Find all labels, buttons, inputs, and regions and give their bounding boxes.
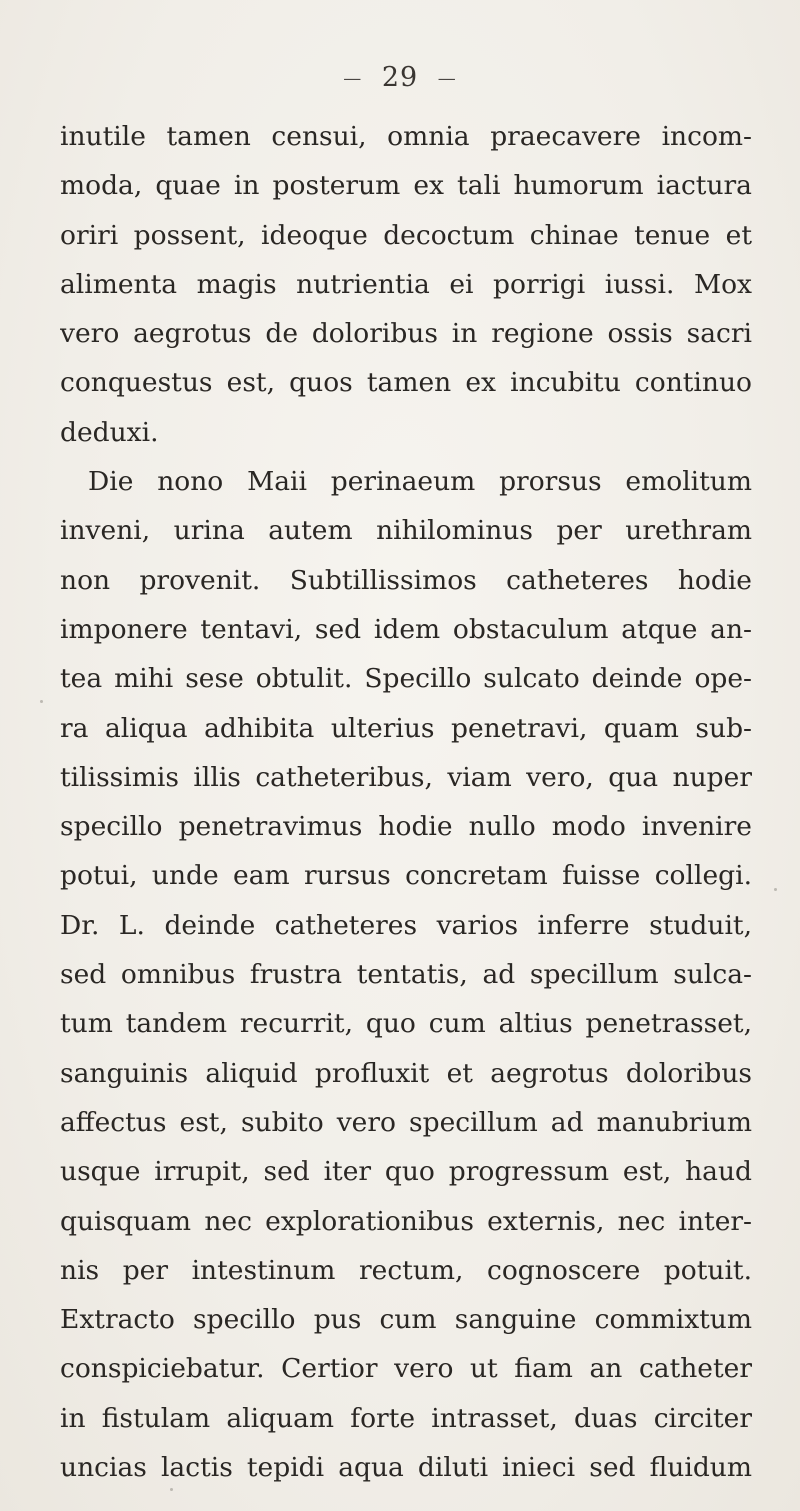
text-line: nis per intestinum rectum, cognoscere potuit. bbox=[60, 1254, 752, 1286]
text-line: oriri possent, ideoque decoctum chinae tenue et bbox=[60, 219, 752, 251]
paper-speck bbox=[170, 1488, 173, 1491]
text-line: inutile tamen censui, omnia praecavere incom- bbox=[60, 121, 752, 152]
text-line: conquestus est, quos tamen ex incubitu continuo bbox=[60, 367, 752, 399]
text-line: usque irrupit, sed iter quo progressum est, haud bbox=[60, 1156, 752, 1188]
header-dash-left: — bbox=[343, 68, 363, 89]
header-dash-right: — bbox=[437, 68, 457, 89]
text-line: ra aliqua adhibita ulterius penetravi, quam sub- bbox=[60, 712, 752, 744]
text-line: conspiciebatur. Certior vero ut fiam an catheter bbox=[60, 1353, 752, 1385]
text-line: potui, unde eam rursus concretam fuisse collegi. bbox=[60, 860, 752, 892]
text-line: Die nono Maii perinaeum prorsus emolitum bbox=[88, 466, 752, 498]
text-line: sed omnibus frustra tentatis, ad specillum sulca- bbox=[60, 959, 752, 991]
text-line: tilissimis illis catheteribus, viam vero, qua nuper bbox=[60, 761, 752, 793]
text-line: tum tandem recurrit, quo cum altius penetrasset, bbox=[60, 1008, 752, 1040]
text-line: non provenit. Subtillissimos catheteres hodie bbox=[60, 564, 752, 596]
text-line: alimenta magis nutrientia ei porrigi iussi. Mox bbox=[60, 268, 752, 300]
text-line: inveni, urina autem nihilominus per urethram bbox=[60, 515, 752, 547]
page-header bbox=[0, 62, 800, 93]
paper-speck bbox=[40, 700, 43, 703]
text-line: quisquam nec explorationibus externis, nec inter- bbox=[60, 1205, 752, 1237]
paper-speck bbox=[774, 888, 777, 891]
page-number: 29 bbox=[381, 62, 419, 93]
text-line: Extracto specillo pus cum sanguine commixtum bbox=[60, 1304, 752, 1336]
text-line: sanguinis aliquid profluxit et aegrotus doloribus bbox=[60, 1057, 752, 1089]
text-line: deduxi. bbox=[60, 416, 159, 448]
text-line: specillo penetravimus hodie nullo modo invenire bbox=[60, 811, 752, 843]
text-line: tea mihi sese obtulit. Specillo sulcato deinde ope- bbox=[60, 663, 752, 695]
text-line: in fistulam aliquam forte intrasset, duas circiter bbox=[60, 1402, 752, 1434]
text-line: Dr. L. deinde catheteres varios inferre studuit, bbox=[60, 909, 752, 941]
text-line: moda, quae in posterum ex tali humorum iactura bbox=[60, 170, 752, 202]
text-line: vero aegrotus de doloribus in regione ossis sacri bbox=[60, 318, 752, 350]
text-line: imponere tentavi, sed idem obstaculum atque an- bbox=[60, 613, 752, 645]
body-text bbox=[60, 112, 752, 1492]
text-line: uncias lactis tepidi aqua diluti inieci sed fluidum bbox=[60, 1452, 752, 1484]
text-line: affectus est, subito vero specillum ad manubrium bbox=[60, 1106, 752, 1138]
